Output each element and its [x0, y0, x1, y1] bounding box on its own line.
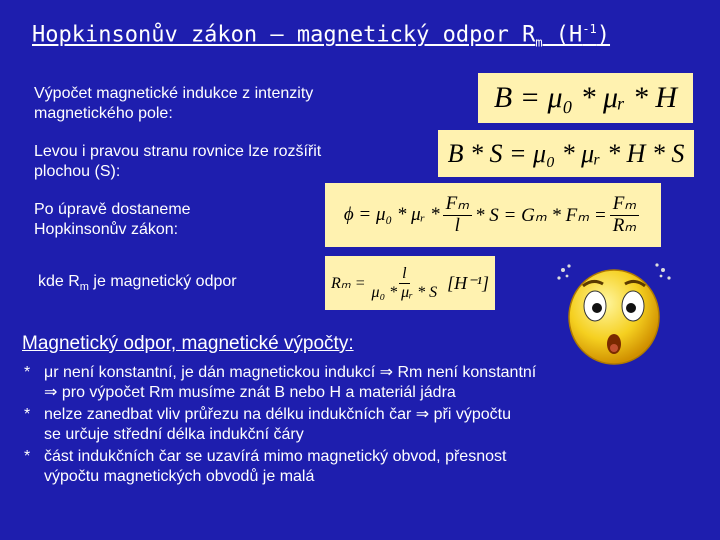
bullet-star: * — [24, 448, 31, 465]
fraction-reluctance: $\frac{l}{\text{μ₀ * μᵣ * S}}$ — [371, 264, 438, 301]
list-item — [24, 447, 714, 487]
hopkinson-text: Po úpravě dostaneme Hopkinsonův zákon: — [34, 201, 191, 238]
extend-text: Levou i pravou stranu rovnice lze rozšířit plochou (S): — [34, 143, 322, 180]
fraction-fm-l: $\frac{\text{Fₘ}}{l}$ — [443, 194, 472, 237]
bullet-text: část indukčních čar se uzavírá mimo magnetický obvod, přesnost výpočtu magnetických obvodů je malá — [44, 448, 507, 485]
surprised-face-icon — [555, 262, 675, 367]
list-item — [24, 405, 714, 445]
page-title: Hopkinsonův zákon – magnetický odpor $R_m$ $(H^{-1})$ — [32, 22, 611, 50]
induction-text: Výpočet magnetické indukce z intenzity magnetického pole: — [34, 85, 314, 122]
bullet-star: * — [24, 364, 31, 381]
bullet-star: * — [24, 406, 31, 423]
section-heading: Magnetický odpor, magnetické výpočty: — [22, 333, 354, 354]
formula-induction: B = μ₀ * μᵣ * H — [478, 73, 693, 123]
fraction-fm-rm: $\frac{\text{Fₘ}}{\text{Rₘ}}$ — [610, 194, 639, 237]
formula-hopkinson: ϕ = μ₀ * μᵣ * $\frac{\text{Fₘ}}{l}$ * S = Gₘ * Fₘ = $\frac{\text{Fₘ}}{\text{Rₘ}}$ — [325, 183, 661, 247]
bullet-text: μr není konstantní, je dán magnetickou indukcí ⇒ Rm není konstantní ⇒ pro výpočet Rm musíme znát B nebo H a materiál jádra — [44, 364, 537, 401]
formula-extended: B * S = μ₀ * μᵣ * H * S — [438, 130, 694, 177]
reluctance-text: kde $R_m$ je magnetický odpor — [38, 273, 237, 294]
formula-reluctance: Rₘ = $\frac{l}{\text{μ₀ * μᵣ * S}}$ [H⁻¹] — [325, 256, 495, 310]
bullet-list — [24, 363, 714, 489]
list-item — [24, 363, 714, 403]
bullet-text: nelze zanedbat vliv průřezu na délku indukčních čar ⇒ při výpočtu se určuje střední délka indukční čáry — [44, 406, 511, 443]
